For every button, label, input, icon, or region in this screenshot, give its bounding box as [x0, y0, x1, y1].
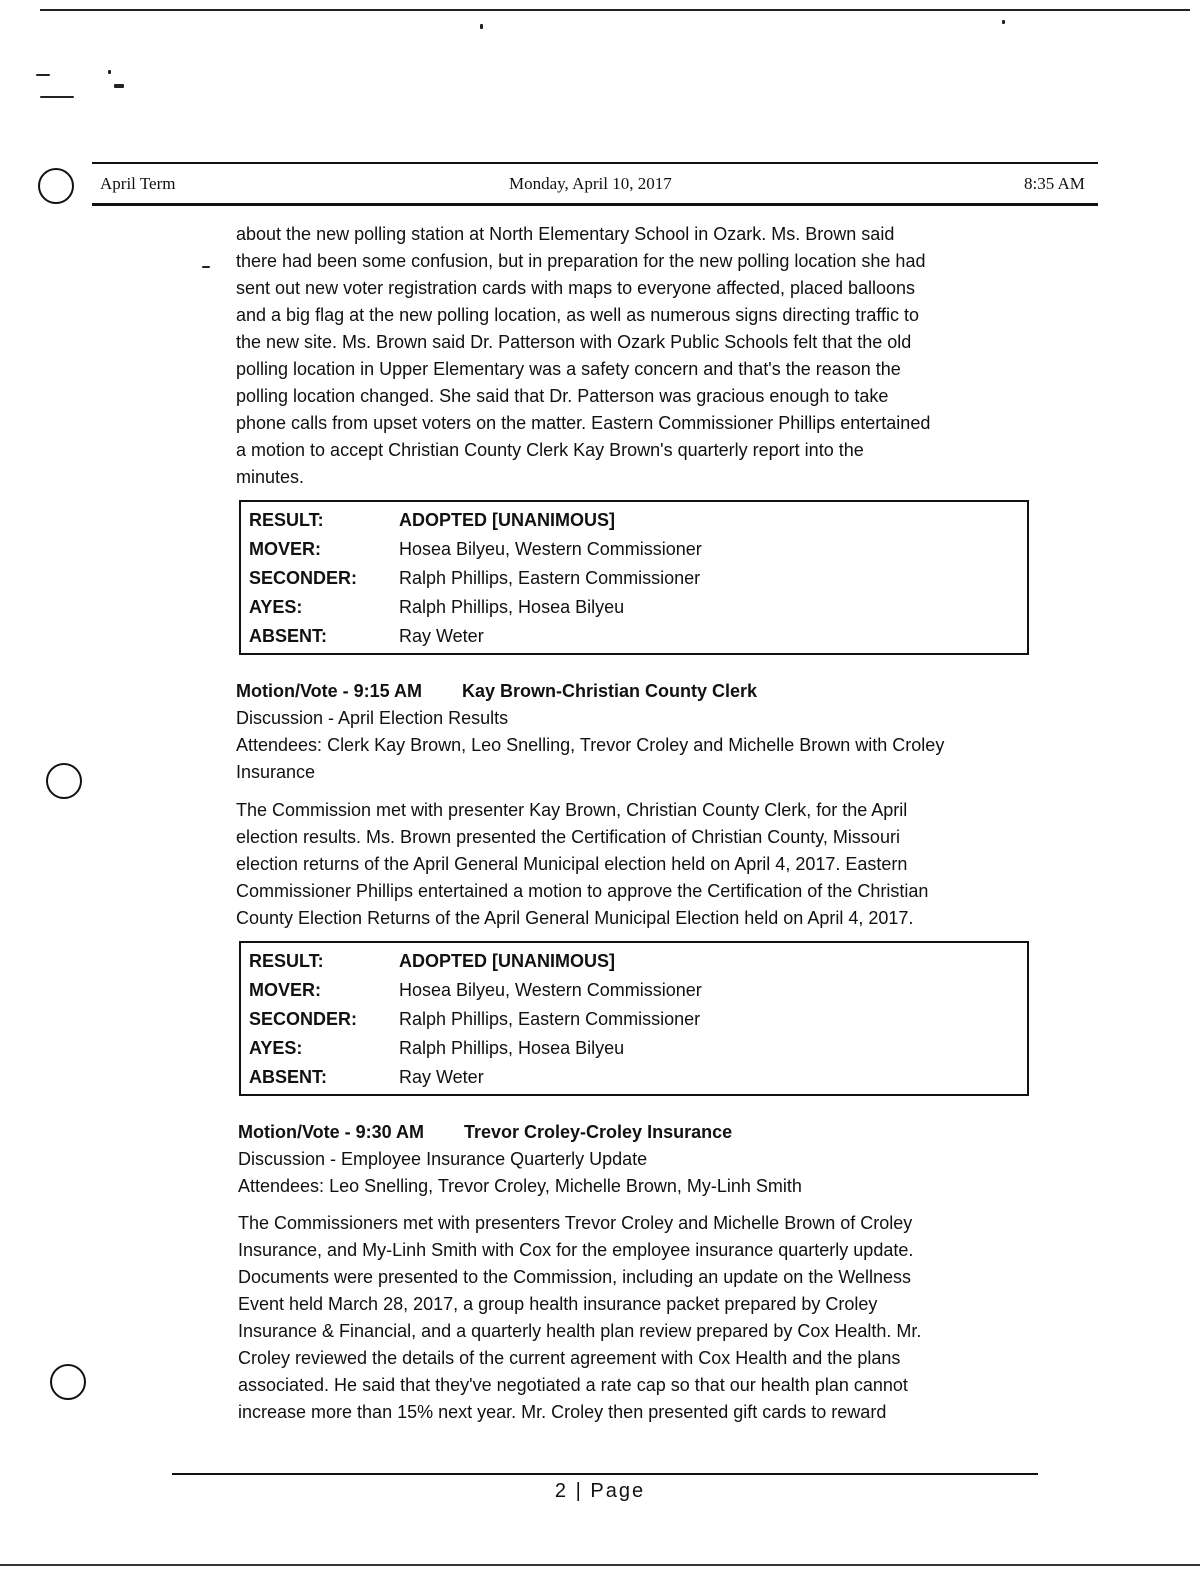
body-line: Insurance & Financial, and a quarterly health plan review prepared by Cox Health. Mr.	[238, 1321, 922, 1341]
scan-speck	[40, 96, 74, 98]
vote-seconder-value: Ralph Phillips, Eastern Commissioner	[399, 568, 701, 588]
vote-mover-label: MOVER:	[249, 980, 321, 1000]
body-line: election results. Ms. Brown presented the Certification of Christian County, Missouri	[236, 827, 900, 847]
intro-line: polling location in Upper Elementary was a safety concern and that's the reason the	[236, 359, 901, 379]
intro-line: a motion to accept Christian County Clerk Kay Brown's quarterly report into the	[236, 440, 864, 460]
body-line: associated. He said that they've negotiated a rate cap so that our health plan cannot	[238, 1375, 908, 1395]
motion-vote-label: Motion/Vote - 9:30 AM	[238, 1122, 424, 1142]
attendees-line: Attendees: Leo Snelling, Trevor Croley, Michelle Brown, My-Linh Smith	[238, 1176, 802, 1196]
vote-absent-value: Ray Weter	[399, 626, 484, 646]
body-line: The Commission met with presenter Kay Brown, Christian County Clerk, for the April	[236, 800, 908, 820]
scan-speck	[108, 70, 111, 74]
intro-line: and a big flag at the new polling location, as well as numerous signs directing traffic to	[236, 305, 920, 325]
vote-seconder-label: SECONDER:	[249, 1009, 358, 1029]
body-line: Croley reviewed the details of the current agreement with Cox Health and the plans	[238, 1348, 901, 1368]
vote-mover-row	[241, 535, 1027, 564]
body-line: County Election Returns of the April General Municipal Election held on April 4, 2017.	[236, 908, 914, 928]
intro-line: there had been some confusion, but in preparation for the new polling location she had	[236, 251, 926, 271]
vote-mover-value: Hosea Bilyeu, Western Commissioner	[399, 980, 702, 1000]
vote-result-value: ADOPTED [UNANIMOUS]	[399, 951, 615, 971]
vote-ayes-row	[241, 1034, 1027, 1063]
scan-bottom-edge	[0, 1564, 1200, 1566]
intro-paragraph	[236, 221, 1036, 491]
header-rule-bottom	[92, 203, 1098, 206]
vote-absent-label: ABSENT:	[249, 626, 328, 646]
body-line: Documents were presented to the Commission, including an update on the Wellness	[238, 1267, 912, 1287]
vote-result-label: RESULT:	[249, 510, 324, 530]
vote-ayes-label: AYES:	[249, 597, 303, 617]
intro-line: the new site. Ms. Brown said Dr. Patterson with Ozark Public Schools felt that the old	[236, 332, 912, 352]
vote-table-2	[239, 941, 1029, 1096]
scan-speck	[36, 74, 50, 76]
page-number: 2 | Page	[554, 1480, 646, 1502]
vote-table-1	[239, 500, 1029, 655]
vote-absent-row	[241, 1063, 1027, 1092]
vote-seconder-row	[241, 564, 1027, 593]
scan-speck	[202, 266, 210, 268]
vote-ayes-value: Ralph Phillips, Hosea Bilyeu	[399, 1038, 625, 1058]
vote-ayes-row	[241, 593, 1027, 622]
vote-mover-row	[241, 976, 1027, 1005]
vote-result-value: ADOPTED [UNANIMOUS]	[399, 510, 615, 530]
scan-speck	[1002, 20, 1005, 24]
section-3-body	[238, 1210, 1038, 1426]
body-line: Event held March 28, 2017, a group health insurance packet prepared by Croley	[238, 1294, 878, 1314]
punch-hole	[50, 1364, 86, 1400]
intro-line: minutes.	[236, 467, 305, 487]
attendees-line: Insurance	[236, 762, 316, 782]
header-rule-top	[92, 162, 1098, 164]
discussion-line: Discussion - Employee Insurance Quarterly Update	[238, 1149, 648, 1169]
vote-mover-value: Hosea Bilyeu, Western Commissioner	[399, 539, 702, 559]
vote-result-row	[241, 947, 1027, 976]
presenter-name: Trevor Croley-Croley Insurance	[464, 1122, 733, 1142]
intro-line: sent out new voter registration cards with maps to everyone affected, placed balloons	[236, 278, 916, 298]
header-term: April Term	[100, 174, 176, 193]
presenter-name: Kay Brown-Christian County Clerk	[462, 681, 758, 701]
vote-absent-value: Ray Weter	[399, 1067, 484, 1087]
vote-seconder-row	[241, 1005, 1027, 1034]
intro-line: phone calls from upset voters on the matter. Eastern Commissioner Phillips entertained	[236, 413, 931, 433]
body-line: The Commissioners met with presenters Trevor Croley and Michelle Brown of Croley	[238, 1213, 913, 1233]
body-line: increase more than 15% next year. Mr. Croley then presented gift cards to reward	[238, 1402, 887, 1422]
scan-speck	[480, 24, 483, 29]
vote-seconder-value: Ralph Phillips, Eastern Commissioner	[399, 1009, 701, 1029]
motion-vote-label: Motion/Vote - 9:15 AM	[236, 681, 422, 701]
punch-hole	[46, 763, 82, 799]
vote-absent-row	[241, 622, 1027, 651]
scan-speck	[114, 84, 124, 88]
vote-mover-label: MOVER:	[249, 539, 321, 559]
attendees-line: Attendees: Clerk Kay Brown, Leo Snelling, Trevor Croley and Michelle Brown with Croley	[236, 735, 945, 755]
vote-result-row	[241, 506, 1027, 535]
vote-absent-label: ABSENT:	[249, 1067, 328, 1087]
section-2-body	[236, 797, 1036, 932]
body-line: Commissioner Phillips entertained a motion to approve the Certification of the Christian	[236, 881, 929, 901]
vote-ayes-value: Ralph Phillips, Hosea Bilyeu	[399, 597, 625, 617]
intro-line: polling location changed. She said that Dr. Patterson was gracious enough to take	[236, 386, 889, 406]
vote-result-label: RESULT:	[249, 951, 324, 971]
header-date: Monday, April 10, 2017	[509, 174, 672, 193]
vote-seconder-label: SECONDER:	[249, 568, 358, 588]
scan-top-edge	[40, 9, 1190, 11]
footer-rule	[172, 1473, 1038, 1475]
section-3-header	[238, 1119, 802, 1200]
header-time: 8:35 AM	[1024, 174, 1085, 193]
intro-line: about the new polling station at North Elementary School in Ozark. Ms. Brown said	[236, 224, 895, 244]
punch-hole	[38, 168, 74, 204]
body-line: Insurance, and My-Linh Smith with Cox for the employee insurance quarterly update.	[238, 1240, 914, 1260]
body-line: election returns of the April General Municipal election held on April 4, 2017. Eastern	[236, 854, 908, 874]
vote-ayes-label: AYES:	[249, 1038, 303, 1058]
discussion-line: Discussion - April Election Results	[236, 708, 509, 728]
section-2-header	[236, 678, 944, 786]
